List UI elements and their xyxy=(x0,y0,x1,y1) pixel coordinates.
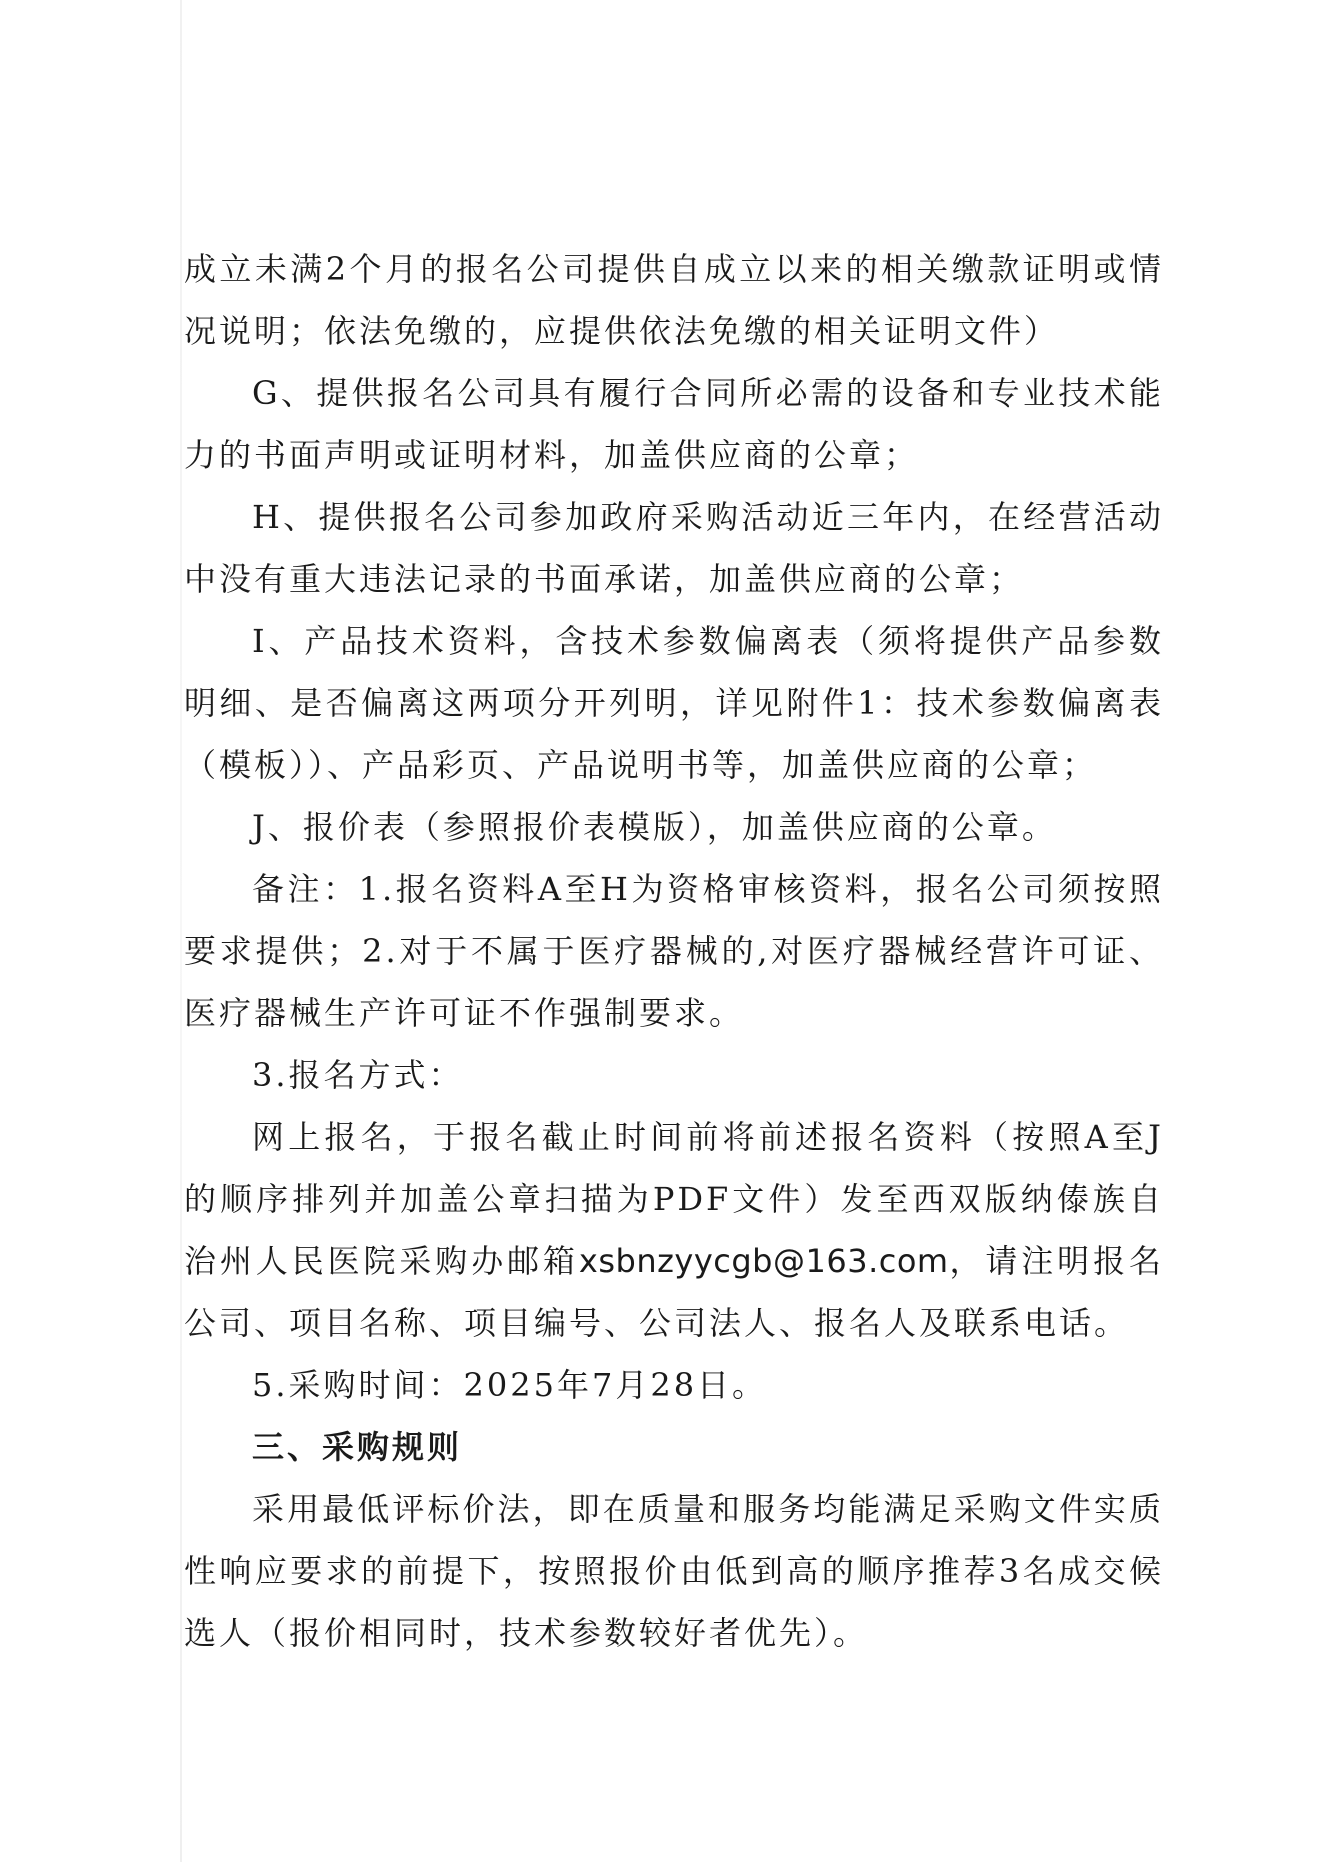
procurement-email-link[interactable]: xsbnzyycgb@163.com xyxy=(578,1242,949,1280)
paragraph-online-registration xyxy=(184,1106,1164,1354)
paragraph-item-j: J、报价表（参照报价表模版），加盖供应商的公章。 xyxy=(252,808,1057,846)
paragraph-procurement-time: 5.采购时间：2025年7月28日。 xyxy=(252,1366,768,1404)
registration-text-before-email: 网上报名，于报名截止时间前将前述报名资料（按照A至J的顺序排列并加盖公章扫描为PDF文件）发至西双版纳傣族自治州人民医院采购办邮箱 xyxy=(184,1118,1164,1280)
registration-text-after-email: ，请注明报名公司、项目名称、项目编号、公司法人、报名人及联系电话。 xyxy=(184,1242,1164,1342)
document-body xyxy=(184,238,1164,1664)
paragraph-registration-method-title: 3.报名方式： xyxy=(252,1056,464,1094)
paragraph-remarks: 备注：1.报名资料A至H为资格审核资料，报名公司须按照要求提供；2.对于不属于医疗器械的,对医疗器械经营许可证、医疗器械生产许可证不作强制要求。 xyxy=(184,870,1164,1032)
paragraph-item-g: G、提供报名公司具有履行合同所必需的设备和专业技术能力的书面声明或证明材料，加盖供应商的公章； xyxy=(184,374,1164,474)
paragraph-item-i: I、产品技术资料，含技术参数偏离表（须将提供产品参数明细、是否偏离这两项分开列明，详见附件1：技术参数偏离表（模板））、产品彩页、产品说明书等，加盖供应商的公章； xyxy=(184,622,1164,784)
paragraph-item-h: H、提供报名公司参加政府采购活动近三年内，在经营活动中没有重大违法记录的书面承诺，加盖供应商的公章； xyxy=(184,498,1164,598)
paragraph-payment-proof: 成立未满2个月的报名公司提供自成立以来的相关缴款证明或情况说明；依法免缴的，应提供依法免缴的相关证明文件） xyxy=(184,250,1164,350)
scan-edge xyxy=(180,0,182,1862)
section-heading-procurement-rules: 三、采购规则 xyxy=(252,1428,463,1466)
paragraph-procurement-rules: 采用最低评标价法，即在质量和服务均能满足采购文件实质性响应要求的前提下，按照报价由低到高的顺序推荐3名成交候选人（报价相同时，技术参数较好者优先）。 xyxy=(184,1490,1164,1652)
